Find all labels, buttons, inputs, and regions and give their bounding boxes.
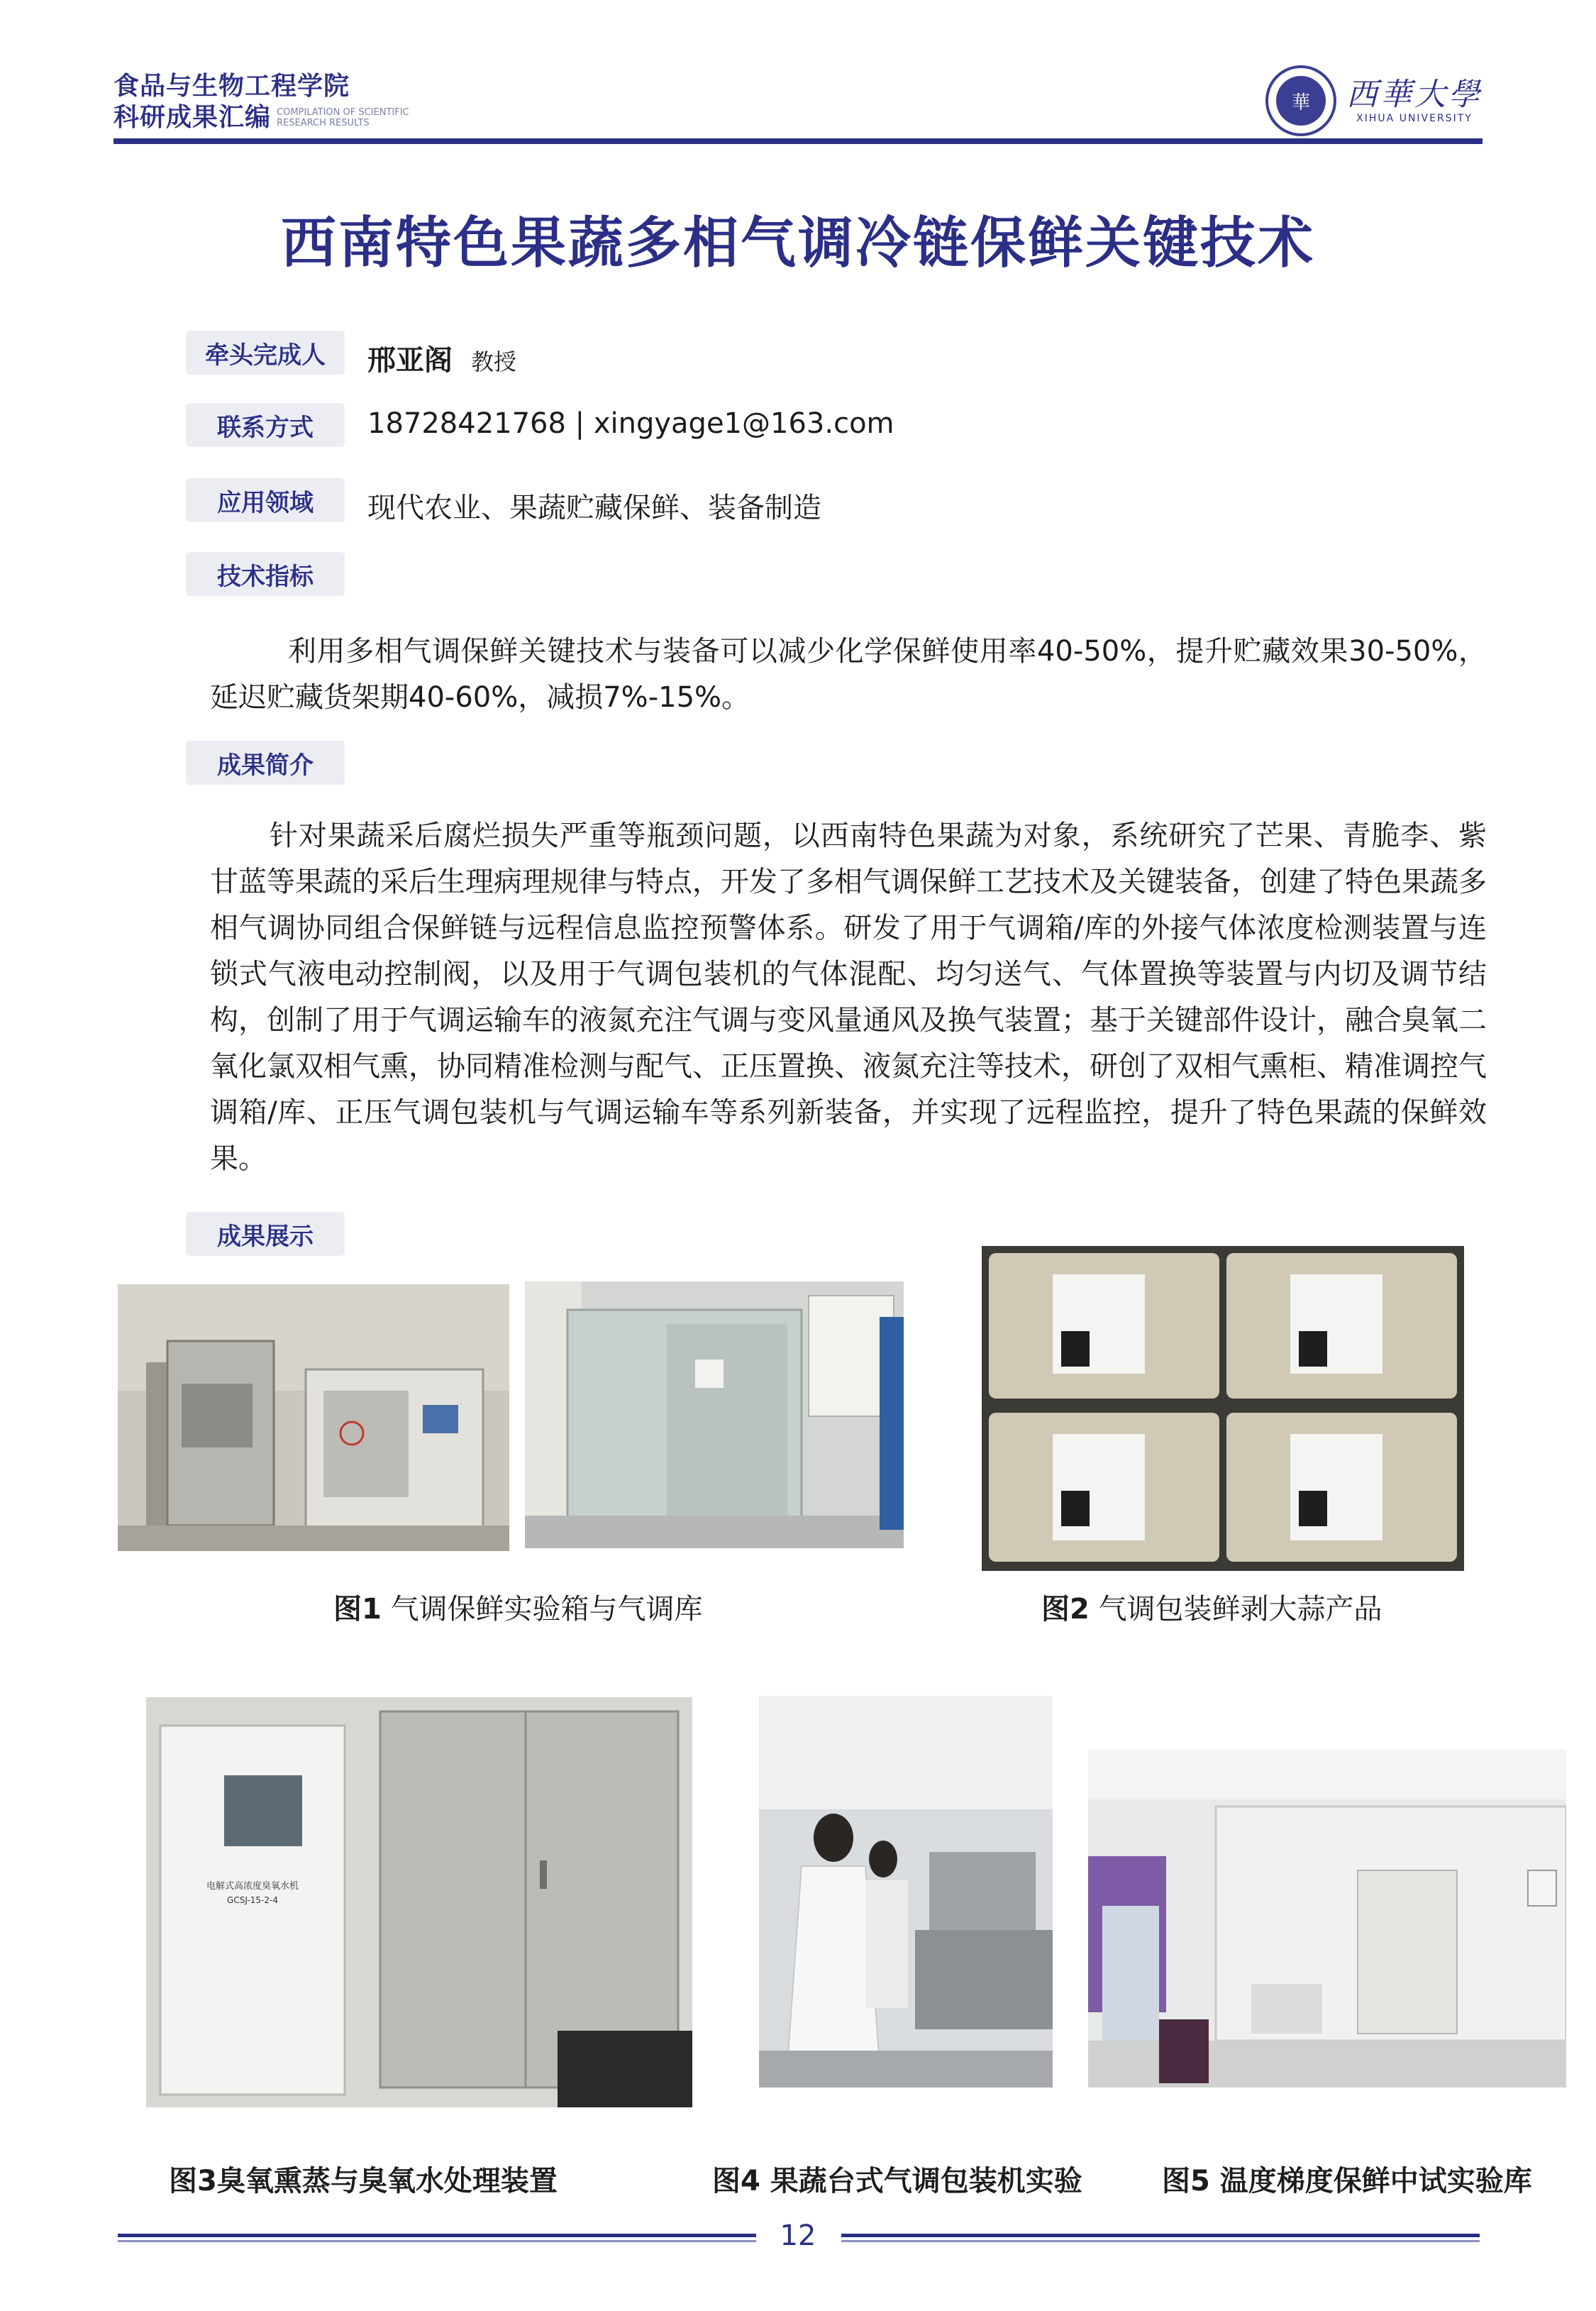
leader-label: 牵头完成人 (186, 331, 345, 375)
figure1-chambers-illustration (118, 1284, 509, 1551)
field-label: 应用领域 (186, 478, 345, 522)
figure5-storage-illustration (1088, 1750, 1566, 2087)
indicator-label: 技术指标 (186, 552, 345, 596)
figure1-coldroom-illustration (525, 1281, 904, 1548)
figure2-caption-number: 图2 (1041, 1593, 1090, 1626)
figure3-ozone-photo (146, 1697, 692, 2107)
equipment-label: 电解式高浓度臭氧水机 (206, 1881, 299, 1892)
university-logo (1265, 65, 1483, 136)
figure4-packaging-illustration (759, 1696, 1053, 2087)
summary-text: 针对果蔬采后腐烂损失严重等瓶颈问题，以西南特色果蔬为对象，系统研究了芒果、青脆李、紫甘蓝等果蔬的采后生理病理规律与特点，开发了多相气调保鲜工艺技术及关键装备，创建了特色果蔬多相气调协同组合保鲜链与远程信息监控预警体系。研发了用于气调箱/库的外接气体浓度检测装置与连锁式气液电动控制阀，以及用于气调包装机的气体混配、均匀送气、气体置换等装置与内切及调节结构，创制了用于气调运输车的液氮充注气调与变风量通风及换气装置；基于关键部件设计，融合臭氧二氧化氯双相气熏，协同精准检测与配气、正压置换、液氮充注等技术，研创了双相气熏柜、精准调控气调箱/库、正压气调包装机与气调运输车等系列新装备，并实现了远程监控，提升了特色果蔬的保鲜效果。 (210, 820, 1487, 1175)
contact-label: 联系方式 (186, 403, 345, 447)
figure1-caption-text: 气调保鲜实验箱与气调库 (390, 1593, 703, 1626)
page-title: 西南特色果蔬多相气调冷链保鲜关键技术 (280, 211, 1315, 275)
figure2-caption (1041, 1587, 1382, 1627)
leader-value (367, 338, 516, 378)
contact-value: 18728421768 | xingyage1@163.com (367, 407, 894, 440)
footer-rule-left (118, 2234, 756, 2244)
figure1-chambers-photo (118, 1284, 509, 1551)
university-name-cn: 西華大學 (1346, 77, 1483, 113)
figure3-caption: 图3臭氧熏蒸与臭氧水处理装置 (169, 2165, 558, 2197)
display-label: 成果展示 (186, 1212, 345, 1256)
field-value: 现代农业、果蔬贮藏保鲜、装备制造 (367, 492, 821, 524)
figure5-storage-photo (1088, 1750, 1566, 2087)
page-number: 12 (780, 2219, 816, 2252)
university-name-en: XIHUA UNIVERSITY (1356, 113, 1473, 124)
leader-name: 邢亚阁 (367, 344, 453, 377)
footer-rule-right (841, 2234, 1480, 2244)
leader-title: 教授 (471, 348, 517, 375)
compilation-title: 科研成果汇编 (113, 103, 272, 132)
figure1-coldroom-photo (525, 1281, 904, 1548)
indicator-text: 利用多相气调保鲜关键技术与装备可以减少化学保鲜使用率40-50%，提升贮藏效果30-50%，延迟贮藏货架期40-60%，减损7%-15%。 (210, 635, 1487, 714)
figure2-garlic-illustration (982, 1246, 1464, 1571)
compilation-line (113, 102, 447, 133)
college-name: 食品与生物工程学院 (113, 72, 350, 101)
header-college (113, 71, 447, 133)
university-name-block (1346, 77, 1483, 124)
figure5-caption: 图5 温度梯度保鲜中试实验库 (1162, 2165, 1532, 2197)
compilation-en: COMPILATION OF SCIENTIFIC RESEARCH RESULTS (277, 107, 409, 128)
university-seal-icon (1265, 65, 1336, 136)
figure1-caption (333, 1587, 703, 1627)
figure4-packaging-photo (759, 1696, 1053, 2087)
seal-glyph: 華 (1276, 76, 1326, 126)
header-divider (113, 138, 1483, 144)
figure2-garlic-photo (982, 1246, 1464, 1571)
figure3-ozone-illustration (146, 1697, 692, 2107)
summary-label: 成果简介 (186, 741, 345, 785)
equipment-model: GCSJ-15-2-4 (227, 1895, 278, 1905)
figure1-caption-number: 图1 (333, 1593, 382, 1626)
figure4-caption: 图4 果蔬台式气调包装机实验 (712, 2165, 1082, 2197)
figure2-caption-text: 气调包装鲜剥大蒜产品 (1098, 1593, 1382, 1626)
